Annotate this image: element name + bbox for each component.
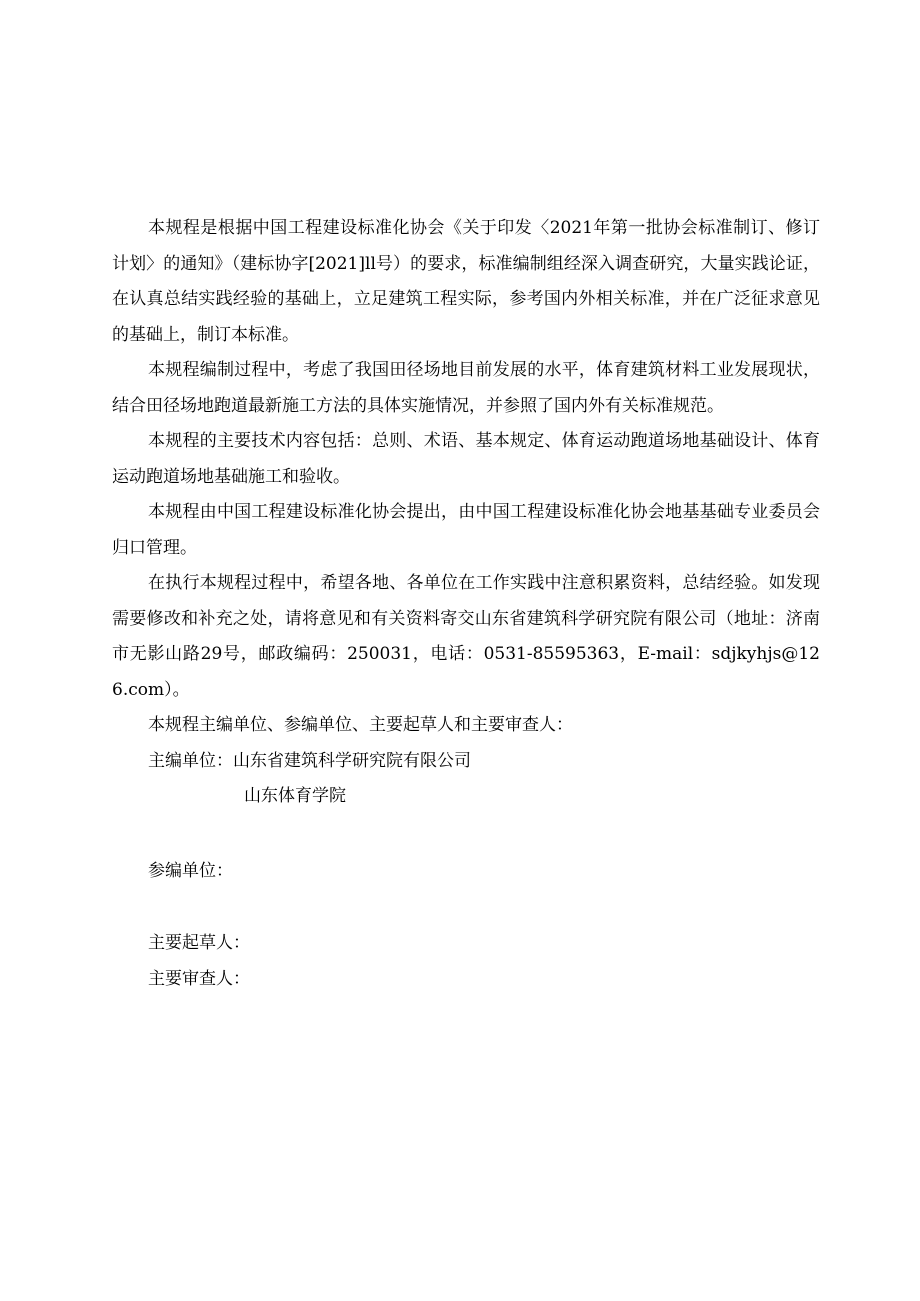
paragraph-compilation: 本规程编制过程中，考虑了我国田径场地目前发展的水平，体育建筑材料工业发展现状，结合田径场地跑道最新施工方法的具体实施情况，并参照了国内外有关标准规范。	[112, 360, 820, 416]
preface-text	[112, 211, 820, 997]
drafters-label: 主要起草人：	[148, 933, 250, 953]
chief-editor-row	[112, 744, 820, 780]
units-intro: 本规程主编单位、参编单位、主要起草人和主要审查人：	[148, 715, 573, 735]
chief-editor-unit-1: 山东省建筑科学研究院有限公司	[233, 750, 471, 771]
paragraph-contents: 本规程的主要技术内容包括：总则、术语、基本规定、体育运动跑道场地基础设计、体育运动跑道场地基础施工和验收。	[112, 431, 820, 487]
paragraph-feedback: 在执行本规程过程中，希望各地、各单位在工作实践中注意积累资料，总结经验。如发现需要修改和补充之处，请将意见和有关资料寄交山东省建筑科学研究院有限公司（地址：济南市无影山路29号，邮政编码：250031，电话：0531-85595363，E-mail：sdjkyhjs@126.com）。	[112, 573, 820, 700]
paragraph-management: 本规程由中国工程建设标准化协会提出，由中国工程建设标准化协会地基基础专业委员会归口管理。	[112, 502, 820, 558]
participating-label: 参编单位：	[148, 860, 233, 881]
spacer	[112, 889, 820, 926]
chief-editor-label: 主编单位：	[148, 750, 233, 771]
chief-editor-unit-2: 山东体育学院	[244, 786, 346, 806]
paragraph-basis: 本规程是根据中国工程建设标准化协会《关于印发〈2021年第一批协会标准制订、修订计划〉的通知》（建标协字[2021]ll号）的要求，标准编制组经深入调查研究，大量实践论证，在认真总结实践经验的基础上，立足建筑工程实际，参考国内外相关标准，并在广泛征求意见的基础上，制订本标准。	[112, 218, 820, 345]
spacer	[112, 815, 820, 854]
reviewers-label: 主要审查人：	[148, 968, 250, 989]
